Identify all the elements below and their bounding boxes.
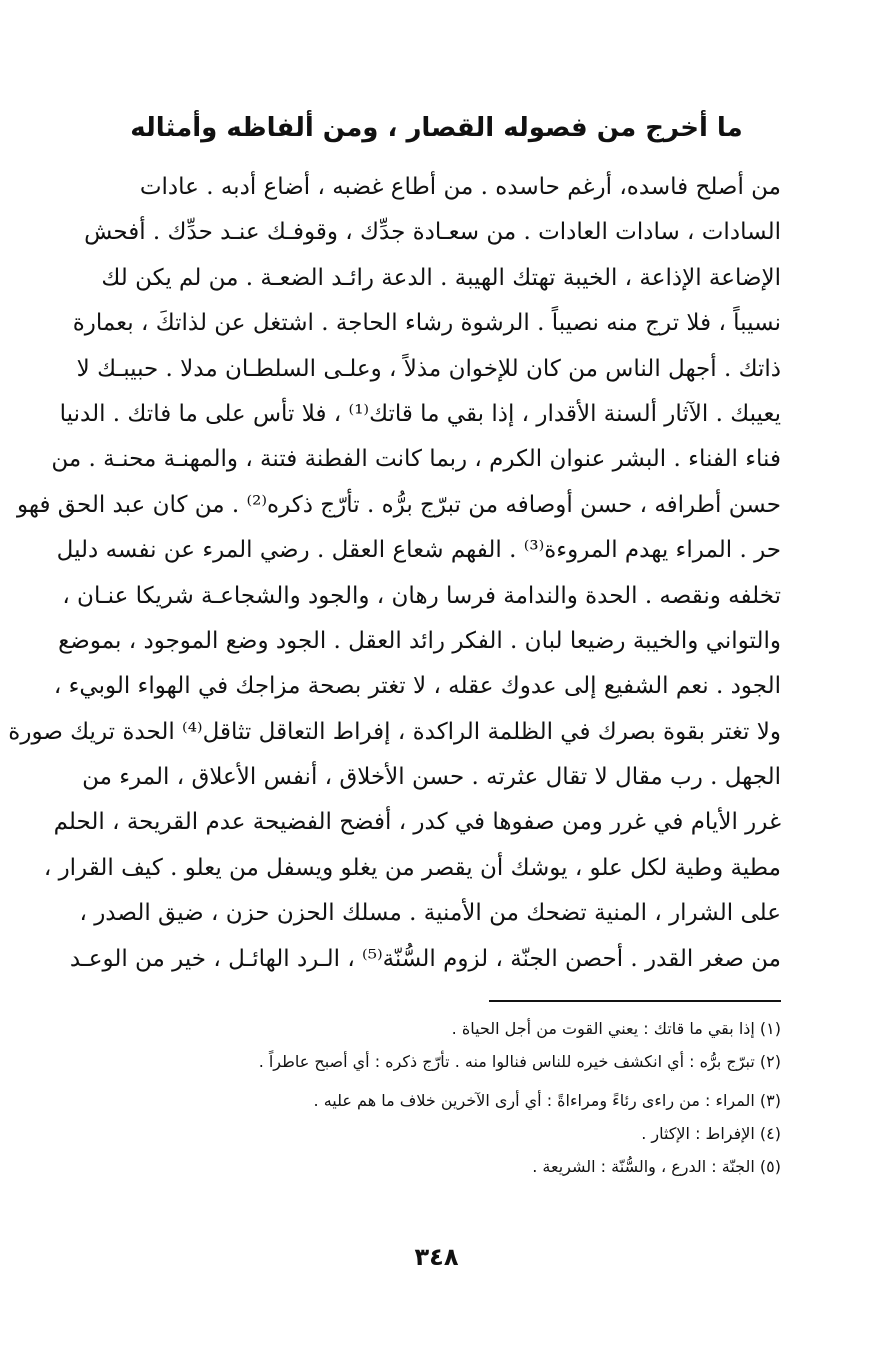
section-title: ما أخرج من فصوله القصار ، ومن ألفاظه وأمثاله bbox=[130, 113, 743, 143]
text-line: الجهل . رب مقال لا تقال عثرته . حسن الأخلاق ، أنفس الأعلاق ، المرء من bbox=[82, 764, 781, 791]
footnote: (٥) الجنّة : الدرع ، والسُّنّة : الشريعة . bbox=[532, 1157, 781, 1176]
footnotes bbox=[100, 1012, 781, 1183]
text-line: فناء الفناء . البشر عنوان الكرم ، ربما كانت الفطنة فتنة ، والمهنـة محنـة . من bbox=[51, 446, 781, 473]
page-number: ٣٤٨ bbox=[414, 1243, 459, 1271]
text-line: على الشرار ، المنية تضحك من الأمنية . مسلك الحزن حزن ، ضيق الصدر ، bbox=[79, 900, 781, 927]
footnote: (٤) الإفراط : الإكثار . bbox=[641, 1124, 781, 1143]
footnote: (١) إذا بقي ما قاتك : يعني القوت من أجل الحياة . bbox=[451, 1019, 781, 1038]
text-line: من أصلح فاسده، أرغم حاسده . من أطاع غضبه ، أضاع أدبه . عادات bbox=[139, 174, 781, 200]
footnote-separator bbox=[489, 1000, 781, 1002]
body-text bbox=[8, 165, 781, 982]
text-line: السادات ، سادات العادات . من سعـادة جدِّك ، وقوفـك عنـد حدِّك . أفحش bbox=[84, 219, 781, 246]
footnote: (٢) تبرّج برُّه : أي انكشف خيره للناس فنالوا منه . تأرّج ذكره : أي أصبح عاطراً . bbox=[258, 1052, 781, 1071]
text-line: الإضاعة الإذاعة ، الخيبة تهتك الهيبة . الدعة رائـد الضعـة . من لم يكن لك bbox=[101, 264, 781, 291]
text-line: نسيباً ، فلا ترج منه نصيباً . الرشوة رشاء الحاجة . اشتغل عن لذاتكَ ، بعمارة bbox=[72, 310, 781, 337]
text-line: والتواني والخيبة رضيعا لبان . الفكر رائد العقل . الجود وضع الموجود ، بموضع bbox=[58, 627, 781, 654]
footnote: (٣) المراء : من راءى رئاءً ومراءاةً : أي أرى الآخرين خلاف ما هم عليه . bbox=[313, 1091, 781, 1110]
text-line: ذاتك . أجهل الناس من كان للإخوان مذلاً ، وعلـى السلطـان مدلا . حبيبـك لا bbox=[76, 355, 781, 382]
text-line: من صغر القدر . أحصن الجنّة ، لزوم السُّنّة⁽⁵⁾ ، الـرد الهائـل ، خير من الوعـد bbox=[69, 945, 781, 972]
text-line: ولا تغتر بقوة بصرك في الظلمة الراكدة ، إفراط التعاقل تثاقل⁽⁴⁾ الحدة تريك صورة bbox=[8, 718, 781, 745]
text-line: مطية وطية لكل علو ، يوشك أن يقصر من يغلو ويسفل من يعلو . كيف القرار ، bbox=[43, 854, 781, 881]
text-line: حسن أطرافه ، حسن أوصافه من تبرّج برُّه . تأرّج ذكره⁽²⁾ . من كان عبد الحق فهو bbox=[17, 491, 781, 518]
text-line: الجود . نعم الشفيع إلى عدوك عقله ، لا تغتر بصحة مزاجك في الهواء الوبيء ، bbox=[53, 673, 781, 700]
text-line: تخلفه ونقصه . الحدة والندامة فرسا رهان ، والجود والشجاعـة شريكا عنـان ، bbox=[62, 582, 781, 609]
text-line: غرر الأيام في غرر ومن صفوها في كدر ، أفضح الفضيحة عدم القريحة ، الحلم bbox=[53, 809, 781, 836]
text-line: يعيبك . الآثار ألسنة الأقدار ، إذا بقي ما قاتك⁽¹⁾ ، فلا تأس على ما فاتك . الدنيا bbox=[59, 400, 781, 427]
text-line: حر . المراء يهدم المروءة⁽³⁾ . الفهم شعاع العقل . رضي المرء عن نفسه دليل bbox=[56, 537, 781, 564]
